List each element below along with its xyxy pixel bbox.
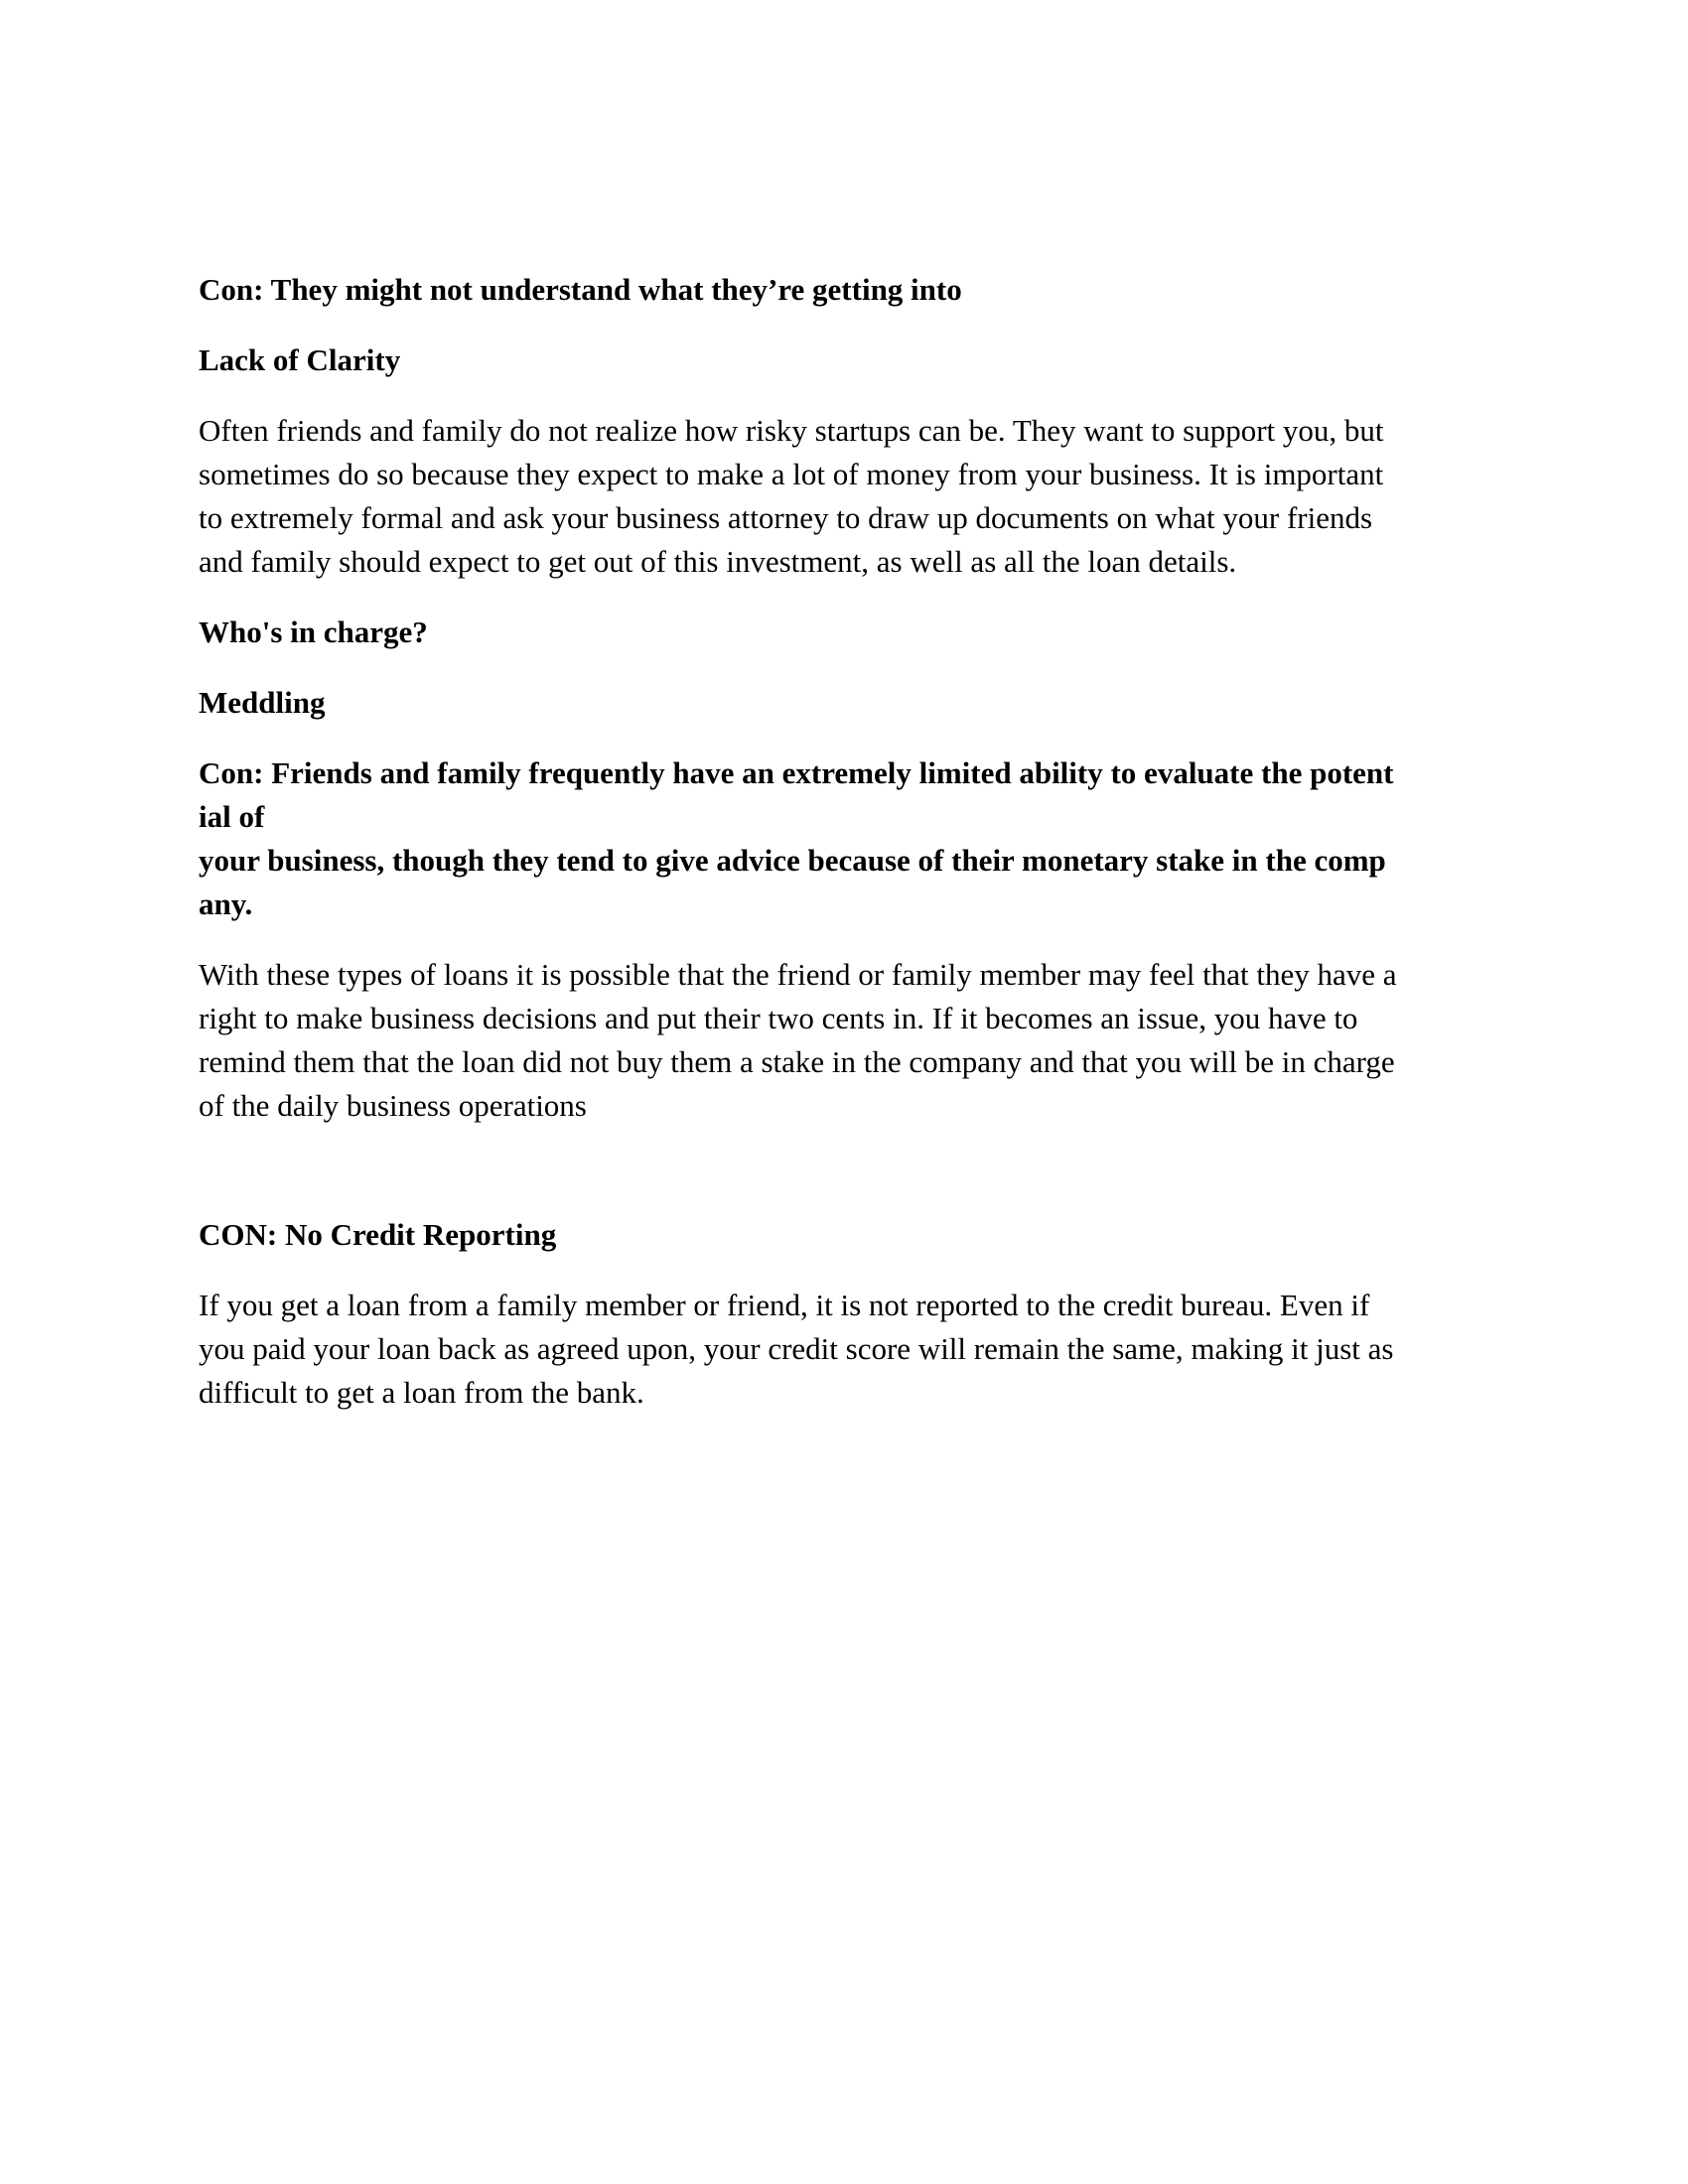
paragraph-credit bbox=[199, 1284, 1489, 1415]
paragraph-line: Often friends and family do not realize how risky startups can be. They want to support you, but bbox=[199, 413, 1384, 448]
heading-line: ial of bbox=[199, 799, 265, 834]
paragraph-meddling bbox=[199, 953, 1489, 1128]
paragraph-line: right to make business decisions and put their two cents in. If it becomes an issue, you have to bbox=[199, 1001, 1358, 1035]
paragraph-clarity bbox=[199, 409, 1489, 584]
paragraph-line: of the daily business operations bbox=[199, 1088, 587, 1123]
heading-line: your business, though they tend to give advice because of their monetary stake in the comp bbox=[199, 843, 1386, 878]
paragraph-line: difficult to get a loan from the bank. bbox=[199, 1375, 644, 1410]
heading-line: Con: Friends and family frequently have an extremely limited ability to evaluate the potent bbox=[199, 755, 1394, 790]
heading-understanding: Con: They might not understand what they’re getting into bbox=[199, 272, 962, 307]
paragraph-line: sometimes do so because they expect to make a lot of money from your business. It is important bbox=[199, 457, 1384, 491]
heading-whos-in-charge: Who's in charge? bbox=[199, 614, 428, 649]
heading-limited-ability bbox=[199, 751, 1489, 926]
blank-space bbox=[199, 1155, 1489, 1213]
paragraph-line: and family should expect to get out of this investment, as well as all the loan details. bbox=[199, 544, 1237, 579]
document-body bbox=[199, 268, 1489, 1441]
paragraph-line: remind them that the loan did not buy them a stake in the company and that you will be in charge bbox=[199, 1044, 1395, 1079]
paragraph-line: you paid your loan back as agreed upon, your credit score will remain the same, making it just as bbox=[199, 1331, 1394, 1366]
paragraph-line: to extremely formal and ask your business attorney to draw up documents on what your friends bbox=[199, 500, 1373, 535]
heading-no-credit-reporting: CON: No Credit Reporting bbox=[199, 1217, 557, 1252]
paragraph-line: With these types of loans it is possible that the friend or family member may feel that they have a bbox=[199, 957, 1397, 992]
heading-line: any. bbox=[199, 887, 253, 921]
heading-meddling: Meddling bbox=[199, 685, 326, 720]
heading-lack-of-clarity: Lack of Clarity bbox=[199, 342, 401, 377]
paragraph-line: If you get a loan from a family member or friend, it is not reported to the credit bureau. Even if bbox=[199, 1288, 1370, 1322]
